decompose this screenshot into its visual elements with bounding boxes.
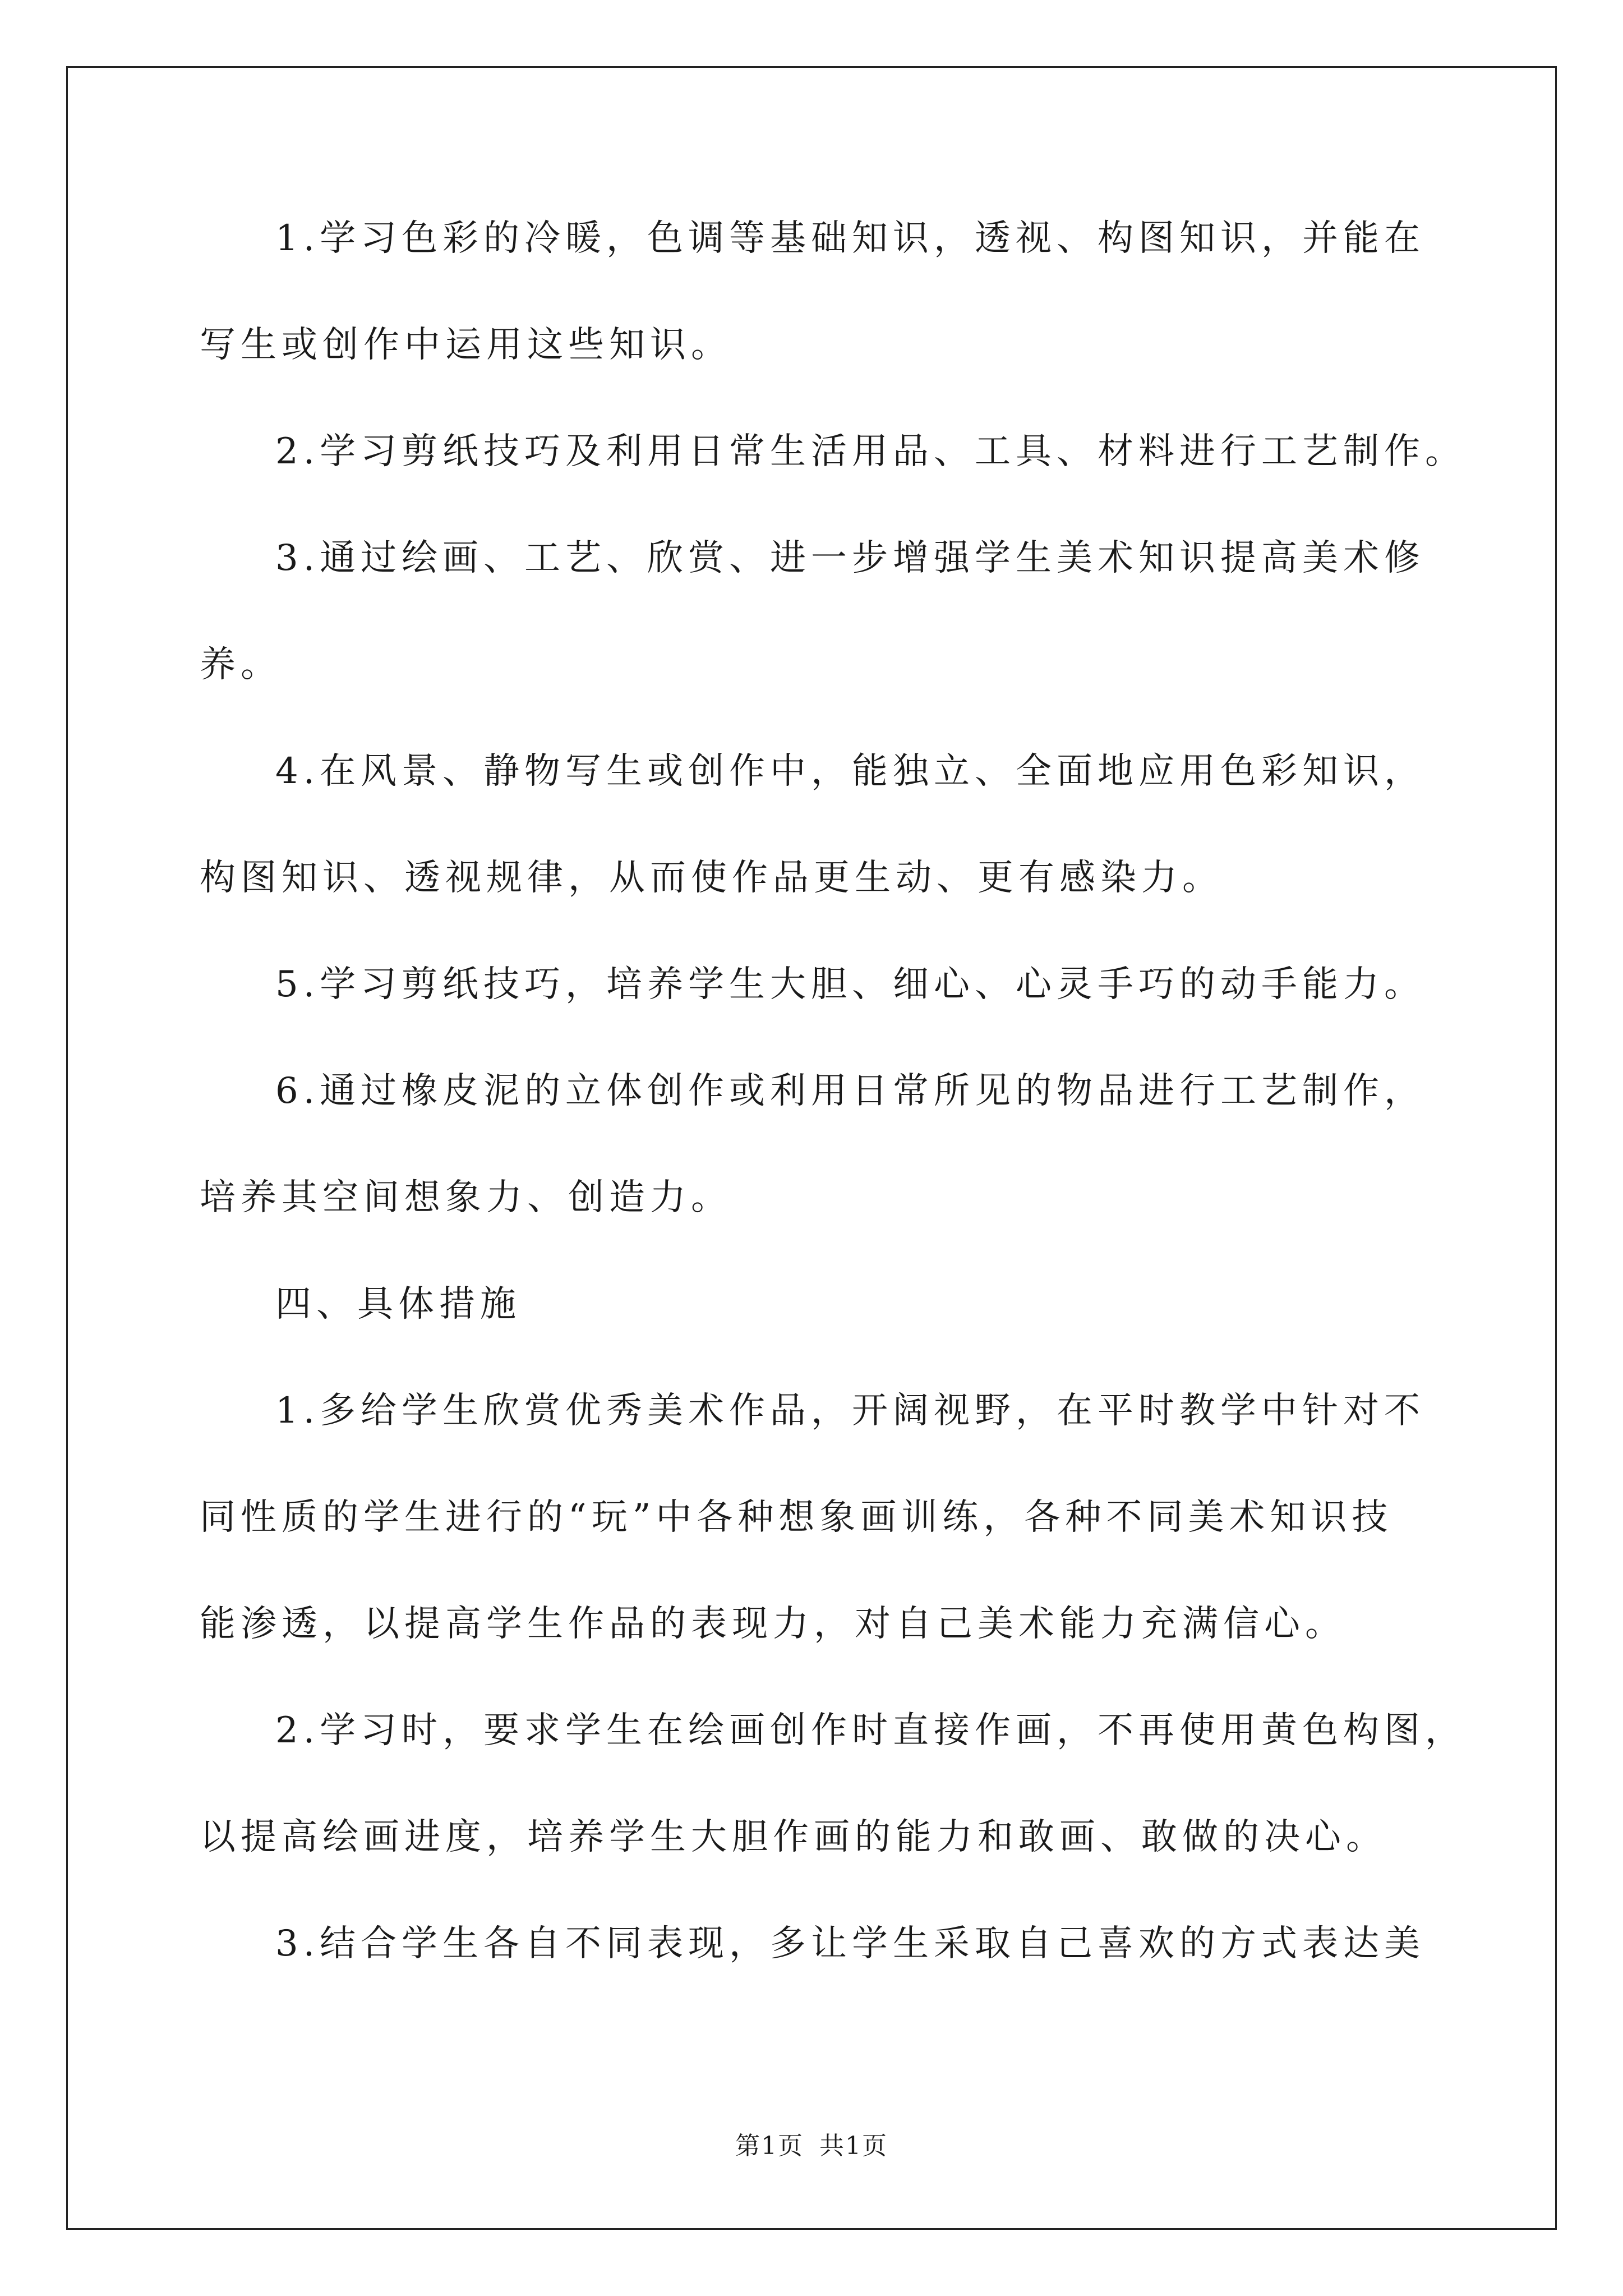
paragraph-line: 5.学习剪纸技巧，培养学生大胆、细心、心灵手巧的动手能力。: [275, 964, 1426, 1005]
paragraph-line: 1.学习色彩的冷暖，色调等基础知识，透视、构图知识，并能在: [275, 218, 1426, 259]
paragraph-line: 3.通过绘画、工艺、欣赏、进一步增强学生美术知识提高美术修: [275, 537, 1426, 579]
paragraph-line: 2.学习剪纸技巧及利用日常生活用品、工具、材料进行工艺制作。: [275, 431, 1467, 472]
page-footer: [0, 2129, 1623, 2163]
paragraph-line: 培养其空间想象力、创造力。: [200, 1177, 732, 1218]
paragraph-line: 写生或创作中运用这些知识。: [200, 324, 732, 366]
section-heading: 四、具体措施: [275, 1283, 521, 1325]
paragraph-line: 1.多给学生欣赏优秀美术作品，开阔视野，在平时教学中针对不: [275, 1390, 1426, 1432]
paragraph-line: 养。: [200, 644, 282, 685]
paragraph-line: 3.结合学生各自不同表现，多让学生采取自己喜欢的方式表达美: [275, 1923, 1426, 1964]
paragraph-line: 4.在风景、静物写生或创作中，能独立、全面地应用色彩知识，: [275, 751, 1426, 792]
page-border: [66, 66, 1557, 2230]
page-number-total: 共1页: [819, 2132, 888, 2160]
page-number-current: 第1页: [735, 2132, 804, 2160]
paragraph-line: 2.学习时，要求学生在绘画创作时直接作画，不再使用黄色构图，: [275, 1710, 1467, 1751]
paragraph-line: 构图知识、透视规律，从而使作品更生动、更有感染力。: [200, 857, 1223, 899]
paragraph-line: 6.通过橡皮泥的立体创作或利用日常所见的物品进行工艺制作，: [275, 1070, 1426, 1112]
paragraph-line: 同性质的学生进行的“玩”中各种想象画训练，各种不同美术知识技: [200, 1497, 1393, 1538]
paragraph-line: 以提高绘画进度，培养学生大胆作画的能力和敢画、敢做的决心。: [200, 1816, 1387, 1858]
paragraph-line: 能渗透，以提高学生作品的表现力，对自己美术能力充满信心。: [200, 1603, 1346, 1645]
